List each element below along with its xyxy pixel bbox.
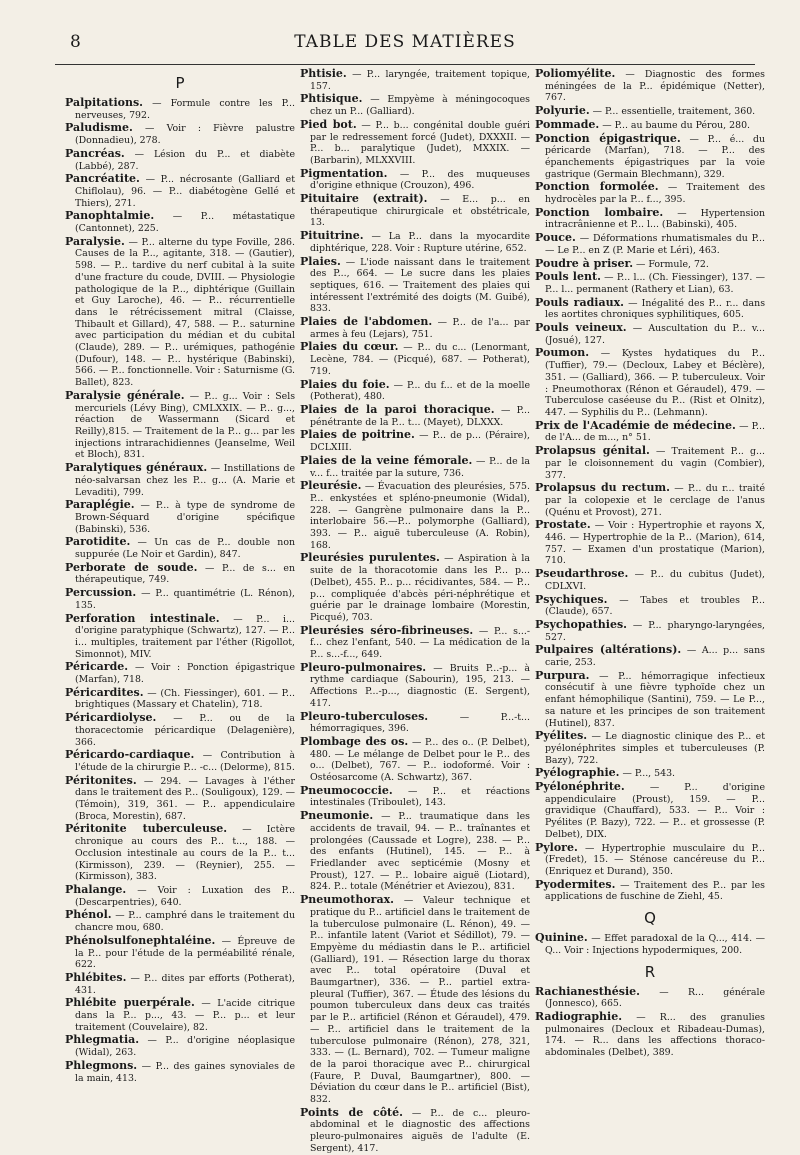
index-entry xyxy=(65,749,295,773)
entry-text: — P... camphré dans le traitement du chancre mou, 680. xyxy=(75,910,295,934)
index-entry xyxy=(535,207,765,231)
index-entry xyxy=(65,661,295,685)
entry-text: — P... i... d'origine paratyphique (Schwartz), 127. — P... i... multiples, traitement par l'éther (Rigollot, Simonnot), MIV. xyxy=(75,613,295,660)
index-entry xyxy=(535,986,765,1010)
entry-text: — P... de s... en thérapeutique, 749. xyxy=(75,562,295,586)
entry-text: — Épreuve de la P... pour l'étude de la perméabilité rénale, 622. xyxy=(75,935,295,971)
entry-headword: Polyurie. xyxy=(535,104,590,118)
index-entry xyxy=(535,119,765,132)
entry-text: — Empyème à méningocoques chez un P... (Galliard). xyxy=(310,94,530,118)
index-entry xyxy=(535,568,765,592)
entry-headword: Plaies du foie. xyxy=(300,377,390,391)
entry-text: — P... hémorragique infectieux consécutif à une fièvre typhoïde chez un enfant hémophilique (Santini), 759. — Le P..., sa nature et les principes de son traitement (Hutinel), 837. xyxy=(545,670,765,729)
section-letter: R xyxy=(644,962,656,981)
entry-text: — P... é... du péricarde (Marfan), 718. — P... des épanchements épigastriques par la voie gastrique (Germain Blechmann), 329. xyxy=(545,133,766,180)
entry-text: — Un cas de P... double non suppurée (Le Noir et Gardin), 847. xyxy=(75,537,295,561)
entry-headword: Phtisique. xyxy=(300,92,363,106)
entry-text: — P... quantimétrie (L. Rénon), 135. xyxy=(75,588,295,611)
entry-text: — E... p... en thérapeutique chirurgicale et obstétricale, 13. xyxy=(310,194,530,229)
index-entry xyxy=(65,972,295,996)
index-entry xyxy=(300,1107,530,1155)
entry-headword: Plaies. xyxy=(300,254,341,268)
entry-headword: Panophtalmie. xyxy=(65,209,155,223)
index-entry xyxy=(65,562,295,586)
page-header xyxy=(55,30,755,65)
entry-text: — P... des o.. (P. Delbet), 480. — Le mélange de Delbet pour le P... des o... (Delbet), 767. — P... iodoformé. Voir : Ostéosarcome (A. Schwartz), 367. xyxy=(310,736,530,784)
entry-headword: Perborate de soude. xyxy=(65,560,198,574)
entry-text: — Diagnostic des formes méningées de la P... épidémique (Netter), 767. xyxy=(545,69,765,104)
entry-text: — Aspiration à la suite de la thoracotomie dans les P... p... (Delbet), 455. P... p... récidivantes, 584. — P... p... compliquée d'abcès péri-néphrétique et guérie par le drainage lombaire (Morestin, Picqué), 703. xyxy=(310,553,530,623)
entry-text: — La P... dans la myocardite diphtérique, 228. Voir : Rupture utérine, 652. xyxy=(310,231,530,254)
entry-text: — P... nécrosante (Galliard et Chiflolau), 96. — P... diabétogène Gellé et Thiers), 271. xyxy=(75,174,295,209)
entry-text: — P... pénétrante de la P... t... (Mayet), DLXXX. xyxy=(310,404,531,428)
entry-text: — P... du r... traité par la colopexie et le cerclage de l'anus (Quénu et Provost), 271. xyxy=(545,483,765,518)
index-entry xyxy=(535,445,765,481)
entry-text: — P... pharyngo-laryngées, 527. xyxy=(545,619,765,643)
entry-headword: Ponction lombaire. xyxy=(535,205,664,219)
index-entry xyxy=(300,168,530,192)
index-entry xyxy=(535,271,765,295)
entry-headword: Pylore. xyxy=(535,840,578,854)
entry-headword: Paraplégie. xyxy=(65,498,135,512)
entry-text: — Effet paradoxal de la Q..., 414. — Q... Voir : Injections hypodermiques, 200. xyxy=(545,933,765,956)
entry-text: — P... d'origine appendiculaire (Proust), 159. — P... gravidique (Chauffard), 533. — P... Voir : Pyélites (P. Bazy), 722. — P... et grossesse (P. Delbet), DIX. xyxy=(545,782,765,840)
entry-headword: Plaies de poitrine. xyxy=(300,428,415,442)
index-entry xyxy=(65,499,295,535)
index-entry xyxy=(65,712,295,748)
index-entry xyxy=(65,462,295,498)
index-entry xyxy=(535,258,765,271)
entry-headword: Péricardo-cardiaque. xyxy=(65,748,195,762)
entry-headword: Pleuro-tuberculoses. xyxy=(300,709,429,723)
index-entry xyxy=(300,341,530,377)
entry-text: — L'acide citrique dans la P... p..., 43. — P... p... et leur traitement (Couvelaire), 82. xyxy=(75,998,296,1033)
index-entry xyxy=(535,420,765,444)
entry-text: — P... de l'A... de m..., n° 51. xyxy=(545,420,765,444)
entry-text: — P... des muqueuses d'origine ethnique (Crouzon), 496. xyxy=(310,168,530,192)
entry-text: — P... s...-f... chez l'enfant, 540. — La médication de la P... s...-f..., 649. xyxy=(310,625,530,661)
entry-text: — P...-t... hémorragiques, 396. xyxy=(310,711,530,735)
entry-text: — P... l... (Ch. Fiessinger), 137. — P... l... permanent (Rathery et Lian), 63. xyxy=(545,272,765,295)
entry-text: — A... p... sans carie, 253. xyxy=(545,645,765,669)
entry-text: — P... au baume du Pérou, 280. xyxy=(599,119,751,131)
entry-text: — Traitement des hydrocèles par la P... f..., 395. xyxy=(545,182,766,206)
index-entry xyxy=(65,823,295,883)
entry-headword: Phalange. xyxy=(65,883,127,896)
index-entry xyxy=(535,670,765,730)
entry-text: — (Ch. Fiessinger), 601. — P... brightiques (Massary et Chatelin), 718. xyxy=(75,687,295,711)
entry-headword: Poudre à priser. xyxy=(535,256,634,270)
entry-headword: Pigmentation. xyxy=(300,166,388,180)
entry-headword: Psychopathies. xyxy=(535,617,627,631)
entry-headword: Pseudarthrose. xyxy=(535,567,629,581)
entry-text: — Tabes et troubles P... (Claude), 657. xyxy=(545,594,765,618)
entry-text: — P... de l'a... par armes à feu (Lejars), 751. xyxy=(310,317,530,340)
index-entry xyxy=(535,297,765,321)
entry-headword: Péritonite tuberculeuse. xyxy=(65,822,228,836)
index-entry xyxy=(300,662,530,710)
entry-headword: Phlegmatia. xyxy=(65,1033,140,1047)
entry-text: — R... des granulies pulmonaires (Decloux et Ribadeau-Dumas), 174. — R... dans les affections thoraco-abdominales (Delbet), 389. xyxy=(545,1011,765,1059)
index-entry xyxy=(535,932,765,956)
index-entry xyxy=(300,404,530,428)
entry-text: — Formule contre les P... nerveuses, 792. xyxy=(75,98,295,121)
index-entry xyxy=(65,122,295,146)
entry-text: — P... dites par efforts (Potherat), 431. xyxy=(75,972,295,996)
entry-text: — P... du cubitus (Judet), CDLXVI. xyxy=(545,569,765,592)
entry-text: — P... de p... (Péraire), DCLXIII. xyxy=(310,430,530,454)
entry-headword: Phénolsulfonephtaléine. xyxy=(65,933,216,947)
entry-headword: Plaies de la veine fémorale. xyxy=(300,453,473,467)
entry-headword: Phlegmons. xyxy=(65,1058,138,1072)
entry-headword: Pommade. xyxy=(535,117,600,131)
section-letter: Q xyxy=(644,909,656,928)
entry-headword: Pouls lent. xyxy=(535,270,601,284)
index-column-1 xyxy=(65,68,296,1084)
index-entry xyxy=(300,810,530,893)
entry-text: — P... du c... (Lenormant, Lecène, 784. — (Picqué), 687. — Potherat), 719. xyxy=(310,342,530,377)
entry-headword: Phénol. xyxy=(65,908,112,922)
index-entry xyxy=(535,781,765,841)
entry-text: — L'iode naissant dans le traitement des P..., 664. — Le sucre dans les plaies septiques, 616. — Traitement des plaies qui intéressent l'extrémité des doigts (M. Guibé), 833. xyxy=(310,256,530,315)
entry-headword: Péritonites. xyxy=(65,773,137,787)
entry-text: — Valeur technique et pratique du P... artificiel dans le traitement de la tuberculose pulmonaire (L. Rénon), 49. — P... infantile latent (Variot et Sédillot), 79. — Empyème du médiastin dans le P... artificiel (Galliard), 191. — Résection large du thorax avec P... total opératoire (Duval et Baumgartner), 336. — P... partiel extra-pleural (Tuffier), 367. — Étude des lésions du poumon tuberculeux dans deux cas traités par le P... artificiel (Rénon et Géraudel), 479. — P... artificiel dans le traitement de la tuberculose pulmonaire (Rénon), 278, 321, 333. — (L. Bernard), 702. — Tumeur maligne de la paroi thoracique avec P... chirurgical (Faure, P. Duval, Baumgartner), 800. — Déviation du cœur dans le P... artificiel (Bist), 832. xyxy=(310,895,530,1106)
entry-text: — Inégalité des P... r... dans les aortites chroniques syphilitiques, 605. xyxy=(545,297,766,321)
page-number: 8 xyxy=(70,32,81,52)
entry-text: — Ictère chronique au cours des P... t..., 188. — Occlusion intestinale au cours de la P... t... (Kirmisson), 239. — (Reynier), 255. — (Kirmisson), 383. xyxy=(75,824,295,883)
index-entry xyxy=(65,536,295,560)
index-column-3 xyxy=(535,67,766,1059)
index-entry xyxy=(65,1034,295,1058)
entry-text: — P... ou de la thoracectomie péricardique (Delagenière), 366. xyxy=(75,713,295,748)
entry-headword: Plaies de la paroi thoracique. xyxy=(300,402,495,416)
entry-headword: Parotidite. xyxy=(65,535,131,549)
entry-text: — P... alterne du type Foville, 286. Causes de la P..., agitante, 318. — (Gautier), 598. — P... tardive du nerf cubital à la suite d'une fracture du coude, DVIII. — Physiologie pathologique de la P..., diphtérique (Guillain et Guy Laroche), 46. — P... récurrentielle dans le rétrécissement mitral (Claisse, Thibault et Gillard), 47, 588. — P... saturnine avec participation du médian et du cubital (Claude), 289. — P... urémiques, pathogénie (Dufour), 148. — P... hystérique (Babinski), 566. — P... fonctionnelle. Voir : Saturnisme (G. Ballet), 823. xyxy=(75,236,295,389)
index-entry xyxy=(535,133,765,181)
entry-headword: Plombage des os. xyxy=(300,734,409,748)
entry-text: — P..., 543. xyxy=(619,768,676,780)
index-entry xyxy=(65,587,295,611)
index-entry xyxy=(535,767,765,780)
entry-text: — P... b... congénital double guéri par le redressement forcé (Judet), DXXXII. — P... b... paralytique (Judet), MXXIX. — (Barbarin), MLXXVIII. xyxy=(310,119,530,166)
entry-headword: Prostate. xyxy=(535,518,591,532)
entry-text: — Voir : Fièvre palustre (Donnadieu), 278. xyxy=(75,123,295,147)
index-entry xyxy=(65,173,295,209)
entry-text: — P... à type de syndrome de Brown-Séquard d'origine spécifique (Babinski), 536. xyxy=(75,500,295,535)
index-entry xyxy=(65,935,295,971)
entry-text: — Hypertension intracrânienne et P... l... (Babinski), 405. xyxy=(545,207,765,231)
index-entry xyxy=(300,736,530,784)
index-entry xyxy=(535,482,765,518)
entry-headword: Poliomyélite. xyxy=(535,67,616,80)
index-entry xyxy=(535,519,765,567)
entry-headword: Péricardites. xyxy=(65,685,144,699)
entry-headword: Pleurésie. xyxy=(300,479,362,493)
index-entry xyxy=(535,879,765,903)
index-entry xyxy=(300,785,530,809)
entry-headword: Pleurésies séro-fibrineuses. xyxy=(300,623,474,637)
index-entry xyxy=(535,594,765,618)
entry-headword: Poumon. xyxy=(535,346,590,360)
entry-headword: Palpitations. xyxy=(65,96,143,109)
entry-text: — P... et réactions intestinales (Triboulet), 143. xyxy=(310,785,530,809)
index-entry xyxy=(300,455,530,479)
index-entry xyxy=(300,230,530,254)
entry-headword: Pouls radiaux. xyxy=(535,295,624,309)
entry-headword: Percussion. xyxy=(65,586,137,600)
index-entry xyxy=(300,316,530,340)
entry-headword: Psychiques. xyxy=(535,592,608,606)
index-entry xyxy=(535,68,765,104)
entry-text: — P... de la v... f... traitée par la suture, 736. xyxy=(310,455,530,479)
entry-text: — Bruits P...-p... à rythme cardiaque (Sabourin), 195, 213. — Affections P...-p..., diagnostic (E. Sergent), 417. xyxy=(310,662,530,709)
entry-headword: Pleuro-pulmonaires. xyxy=(300,660,427,674)
entry-headword: Pneumothorax. xyxy=(300,893,394,907)
entry-text: — Voir : Ponction épigastrique (Marfan), 718. xyxy=(75,662,295,686)
entry-headword: Phlébites. xyxy=(65,970,127,984)
entry-text: — Voir : Luxation des P... (Descarpentries), 640. xyxy=(75,885,295,908)
entry-text: — P... g... Voir : Sels mercuriels (Lévy Bing), CMLXXIX. — P... g..., réaction de Wassermann (Sicard et Reilly),815. — Traitement de la P... g... par les injections intrarachidiennes (Jeanselme, Weil et Bloch), 831. xyxy=(75,390,296,461)
entry-headword: Paralysie générale. xyxy=(65,388,185,402)
entry-text: — Traitement P... g... par le cloisonnement du vagin (Combier), 377. xyxy=(545,446,766,481)
index-entry xyxy=(65,210,295,234)
entry-headword: Rachianesthésie. xyxy=(535,984,640,998)
index-entry xyxy=(300,625,530,661)
entry-text: — Traitement des P... par les applications de fuschine de Ziehl, 45. xyxy=(545,879,765,903)
index-entry xyxy=(65,236,295,389)
entry-headword: Pyélites. xyxy=(535,729,588,743)
section-letter: P xyxy=(175,74,185,92)
entry-headword: Prolapsus génital. xyxy=(535,444,650,458)
index-entry xyxy=(65,390,295,461)
index-entry xyxy=(300,93,530,117)
entry-headword: Plaies du cœur. xyxy=(300,340,399,354)
index-entry xyxy=(65,884,295,908)
index-entry xyxy=(535,322,765,346)
index-entry xyxy=(535,1011,765,1059)
entry-headword: Phlébite puerpérale. xyxy=(65,996,195,1010)
entry-headword: Pyélographie. xyxy=(535,766,620,780)
entry-text: — Lésion du P... et diabète (Labbé), 287. xyxy=(75,148,295,172)
index-column-2 xyxy=(300,67,531,1154)
index-entry xyxy=(535,730,765,766)
index-entry xyxy=(300,379,530,403)
entry-text: — Hypertrophie musculaire du P... (Fredet), 15. — Sténose cancéreuse du P... (Enriquez et Durand), 350. xyxy=(545,842,765,877)
index-entry xyxy=(535,619,765,643)
running-title: TABLE DES MATIÈRES xyxy=(294,32,516,52)
index-entry xyxy=(535,842,765,878)
entry-headword: Prix de l'Académie de médecine. xyxy=(535,418,736,432)
entry-headword: Points de côté. xyxy=(300,1105,403,1119)
entry-headword: Pituitaire (extrait). xyxy=(300,192,428,206)
entry-text: — Auscultation du P... v... (Josué), 127. xyxy=(545,323,765,346)
index-entry xyxy=(65,775,295,823)
entry-text: — Kystes hydatiques du P... (Tuffier), 79.— (Decloux, Labey et Béclère), 351. — (Galliard), 366. — P. tuberculeux. Voir : Pneumothorax (Rénon et Géraudel), 479. — Tuberculose caséeuse du P... (Rist et Olnitz), 447. — Syphilis du P... (Lehmann). xyxy=(545,348,765,418)
entry-headword: Pouls veineux. xyxy=(535,321,627,335)
entry-text: — Formule, 72. xyxy=(633,258,709,270)
entry-text: — Le diagnostic clinique des P... et pyélonéphrites simples et tuberculeuses (P. Bazy), 722. xyxy=(545,731,765,766)
entry-text: — Déformations rhumatismales du P... — Le P... en Z (P. Marie et Léri), 463. xyxy=(545,233,765,256)
entry-text: — P... du f... et de la moelle (Potherat), 480. xyxy=(310,379,530,403)
entry-headword: Péricarde. xyxy=(65,660,129,674)
index-entry xyxy=(65,97,295,121)
index-entry xyxy=(300,429,530,453)
index-entry xyxy=(300,711,530,735)
entry-text: — P... traumatique dans les accidents de travail, 94. — P... traînantes et prolongées (Caussade et Logre), 238. — P... des enfants (Hutinel), 145. — P... à Friedlander avec septicémie (Mosny et Proust), 127. — P... lobaire aiguë (Liotard), 824. P... totale (Ménétrier et Aviezou), 831. xyxy=(310,811,530,893)
entry-headword: Pulpaires (altérations). xyxy=(535,643,682,657)
entry-text: — Contribution à l'étude de la chirurgie P... -c... (Delorme), 815. xyxy=(75,750,295,773)
index-entry xyxy=(65,909,295,933)
entry-text: — P... des gaines synoviales de la main, 413. xyxy=(75,1060,295,1084)
index-entry xyxy=(535,232,765,256)
entry-text: — 294. — Lavages à l'éther dans le traitement des P... (Souligoux), 129. — (Témoin), 319, 361. — P... appendiculaire (Broca, Morestin), 687. xyxy=(75,775,295,822)
index-entry xyxy=(300,119,530,167)
entry-headword: Paludisme. xyxy=(65,121,133,135)
index-entry xyxy=(65,997,295,1033)
entry-headword: Perforation intestinale. xyxy=(65,611,220,625)
index-entry xyxy=(535,181,765,205)
index-entry xyxy=(300,68,530,92)
entry-headword: Péricardiolyse. xyxy=(65,711,157,725)
entry-headword: Ponction formolée. xyxy=(535,180,659,194)
entry-headword: Paralytiques généraux. xyxy=(65,461,208,475)
entry-headword: Purpura. xyxy=(535,668,590,682)
index-entry xyxy=(65,148,295,172)
entry-text: — Instillations de néo-salvarsan chez les P... g... (A. Marie et Levaditi), 799. xyxy=(75,463,296,498)
entry-text: — P... métastatique (Cantonnet), 225. xyxy=(75,211,295,235)
entry-text: — P... d'origine néoplasique (Widal), 263. xyxy=(75,1035,295,1059)
entry-text: — Évacuation des pleurésies, 575. P... enkystées et spléno-pneumonie (Widal), 228. — Gangrène pulmonaire dans la P... interlobaire 56.—P... polymorphe (Galliard), 393. — P... aiguë tuberculeuse (A. Robin), 168. xyxy=(310,481,530,551)
index-entry xyxy=(65,687,295,711)
entry-text: — R... générale (Jonnesco), 665. xyxy=(545,986,765,1010)
entry-headword: Pancréatite. xyxy=(65,172,140,186)
entry-headword: Radiographie. xyxy=(535,1009,623,1023)
entry-headword: Quinine. xyxy=(535,931,588,945)
index-entry xyxy=(65,613,295,661)
entry-headword: Pouce. xyxy=(535,231,576,245)
entry-headword: Prolapsus du rectum. xyxy=(535,481,670,495)
entry-headword: Pituitrine. xyxy=(300,229,364,243)
index-entry xyxy=(535,644,765,668)
index-entry xyxy=(300,480,530,551)
entry-headword: Plaies de l'abdomen. xyxy=(300,315,433,329)
entry-headword: Ponction épigastrique. xyxy=(535,131,681,145)
entry-text: — P... laryngée, traitement topique, 157. xyxy=(310,69,530,92)
entry-headword: Paralysie. xyxy=(65,234,125,248)
entry-headword: Phtisie. xyxy=(300,67,347,80)
entry-headword: Pneumococcie. xyxy=(300,783,393,797)
index-entry xyxy=(300,193,530,229)
entry-text: — Voir : Hypertrophie et rayons X, 446. — Hypertrophie de la P... (Marion), 614, 757. — Examen d'un prostatique (Marion), 710. xyxy=(545,520,765,567)
entry-headword: Pleurésies purulentes. xyxy=(300,551,440,565)
entry-headword: Pyélonéphrite. xyxy=(535,780,625,794)
entry-headword: Pancréas. xyxy=(65,146,125,160)
index-entry xyxy=(300,894,530,1106)
index-entry xyxy=(300,552,530,623)
index-entry xyxy=(65,1060,295,1084)
entry-headword: Pied bot. xyxy=(300,117,357,131)
index-entry xyxy=(535,105,765,118)
entry-text: — P... de c... pleuro-abdominal et le diagnostic des affections pleuro-pulmonaires aiguës de l'adulte (E. Sergent), 417. xyxy=(310,1107,530,1154)
index-entry xyxy=(535,347,765,418)
entry-text: — P... essentielle, traitement, 360. xyxy=(589,106,756,118)
index-entry xyxy=(300,256,530,316)
entry-headword: Pyodermites. xyxy=(535,877,616,891)
entry-headword: Pneumonie. xyxy=(300,809,374,823)
